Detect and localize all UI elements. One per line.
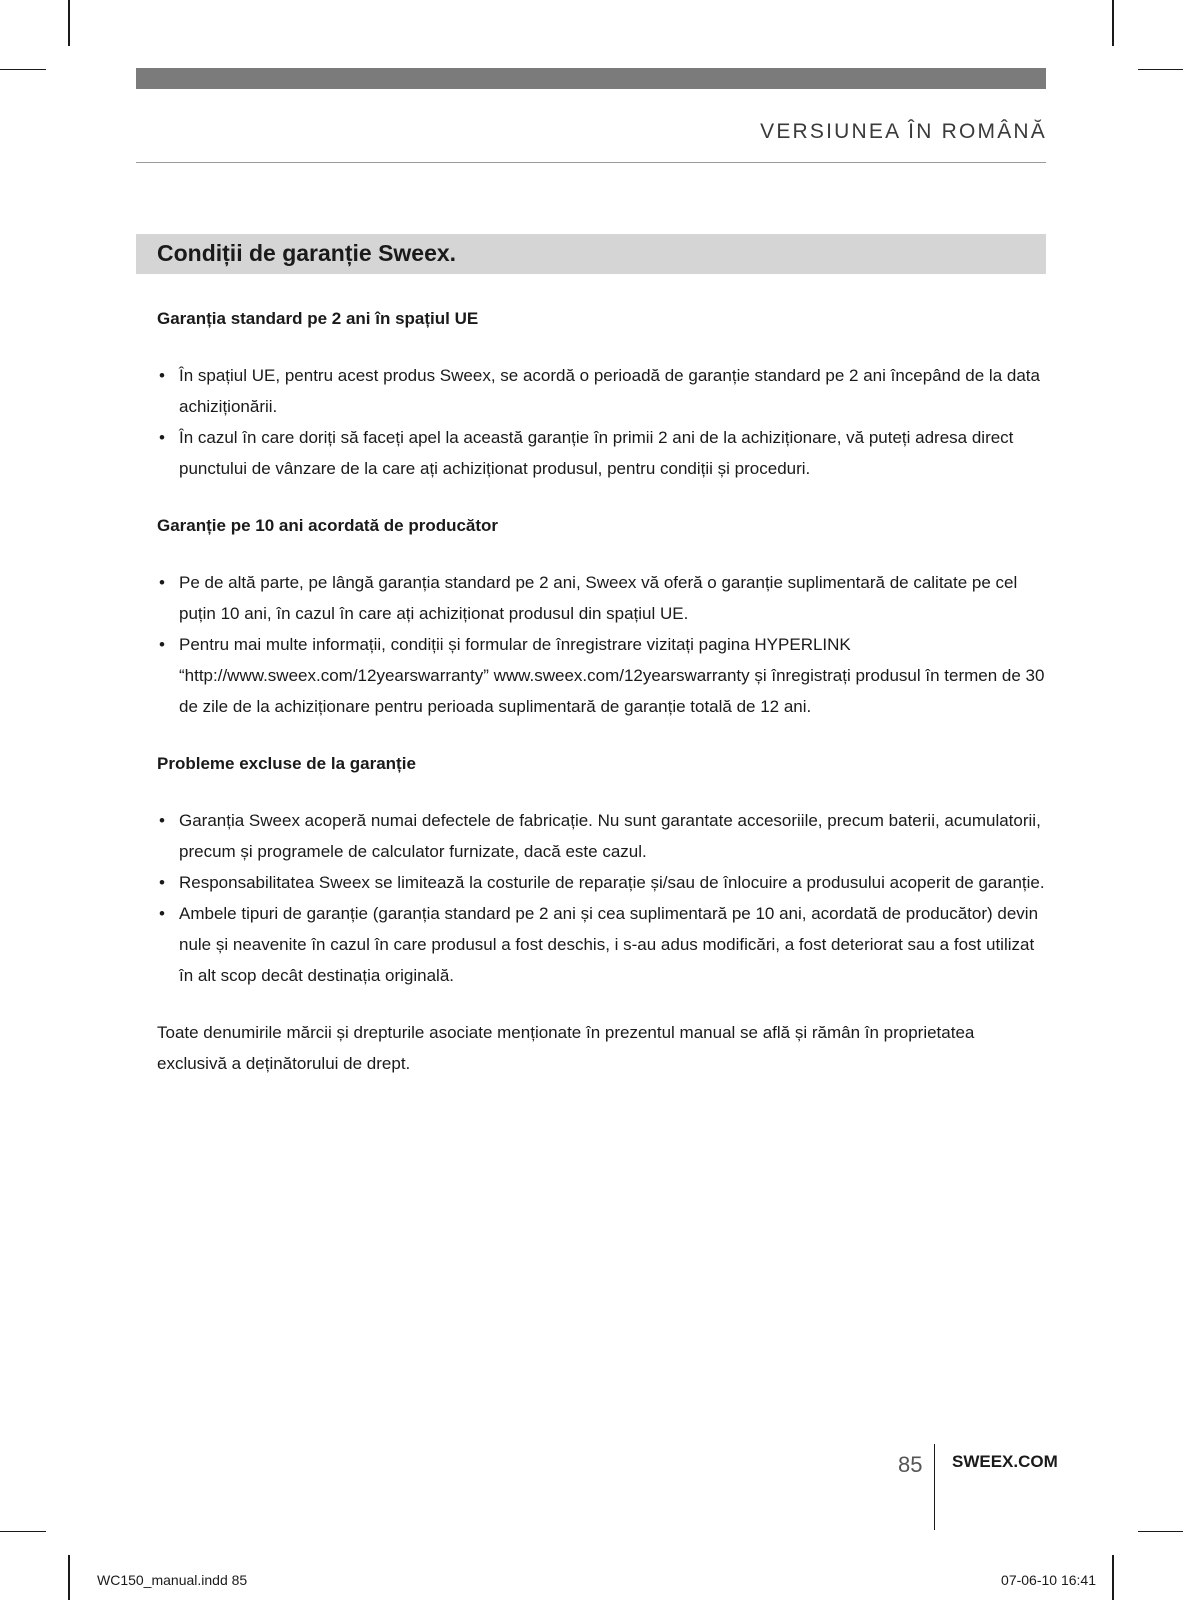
section-heading: Garanția standard pe 2 ani în spațiul UE xyxy=(157,309,479,328)
list-item: • În cazul în care doriți să faceți apel la această garanție în primii 2 ani de la achiziționare, vă puteți adresa direct punctului de vânzare de la care ați achiziționat produsul, pentru condiții și proceduri. xyxy=(157,422,1047,484)
page-title: Condiții de garanție Sweex. xyxy=(157,240,457,266)
language-label: VERSIUNEA ÎN ROMÂNĂ xyxy=(760,120,1047,143)
header-rule xyxy=(136,162,1046,163)
list-item: • În spațiul UE, pentru acest produs Sweex, se acordă o perioadă de garanție standard pe 2 ani începând de la data achiziționării. xyxy=(157,360,1047,422)
bullet-list xyxy=(157,805,1047,991)
warranty-content xyxy=(157,303,1047,1079)
section-heading: Probleme excluse de la garanție xyxy=(157,754,416,773)
crop-mark xyxy=(1138,69,1183,70)
closing-paragraph: Toate denumirile mărcii și drepturile asociate menționate în prezentul manual se află și rămân în proprietatea exclusivă a deținătorului de drept. xyxy=(157,1023,975,1073)
crop-mark xyxy=(68,0,70,46)
list-item: • Ambele tipuri de garanție (garanția standard pe 2 ani și cea suplimentară pe 10 ani, acordată de producător) devin nule și neavenite în cazul în care produsul a fost deschis, i s-au adus modificări, a fost deteriorat sau a fost utilizat în alt scop decât destinația originală. xyxy=(157,898,1047,991)
crop-mark xyxy=(0,1531,46,1532)
bullet-list xyxy=(157,567,1047,722)
crop-mark xyxy=(1138,1531,1183,1532)
list-item: • Responsabilitatea Sweex se limitează la costurile de reparație și/sau de înlocuire a produsului acoperit de garanție. xyxy=(157,867,1047,898)
site-name: SWEEX.COM xyxy=(952,1452,1058,1471)
page-number: 85 xyxy=(898,1452,923,1477)
crop-mark xyxy=(1112,0,1114,46)
print-slug-file: WC150_manual.indd 85 xyxy=(97,1572,248,1588)
crop-mark xyxy=(0,69,46,70)
crop-mark xyxy=(68,1555,70,1600)
footer-divider xyxy=(934,1444,935,1530)
section-heading: Garanție pe 10 ani acordată de producător xyxy=(157,516,499,535)
list-item: • Pentru mai multe informații, condiții și formular de înregistrare vizitați pagina HYPERLINK “http://www.sweex.com/12yearswarranty” www.sweex.com/12yearswarranty și înregistrați produsul în termen de 30 de zile de la achiziționare pentru perioada suplimentară de garanție totală de 12 ani. xyxy=(157,629,1047,722)
crop-mark xyxy=(1112,1555,1114,1600)
print-slug-datetime: 07-06-10 16:41 xyxy=(1001,1572,1096,1588)
header-bar xyxy=(136,68,1046,89)
bullet-list xyxy=(157,360,1047,484)
list-item: • Pe de altă parte, pe lângă garanția standard pe 2 ani, Sweex vă oferă o garanție suplimentară de calitate pe cel puțin 10 ani, în cazul în care ați achiziționat produsul din spațiul UE. xyxy=(157,567,1047,629)
list-item: • Garanția Sweex acoperă numai defectele de fabricație. Nu sunt garantate accesoriile, precum baterii, acumulatorii, precum și programele de calculator furnizate, dacă este cazul. xyxy=(157,805,1047,867)
